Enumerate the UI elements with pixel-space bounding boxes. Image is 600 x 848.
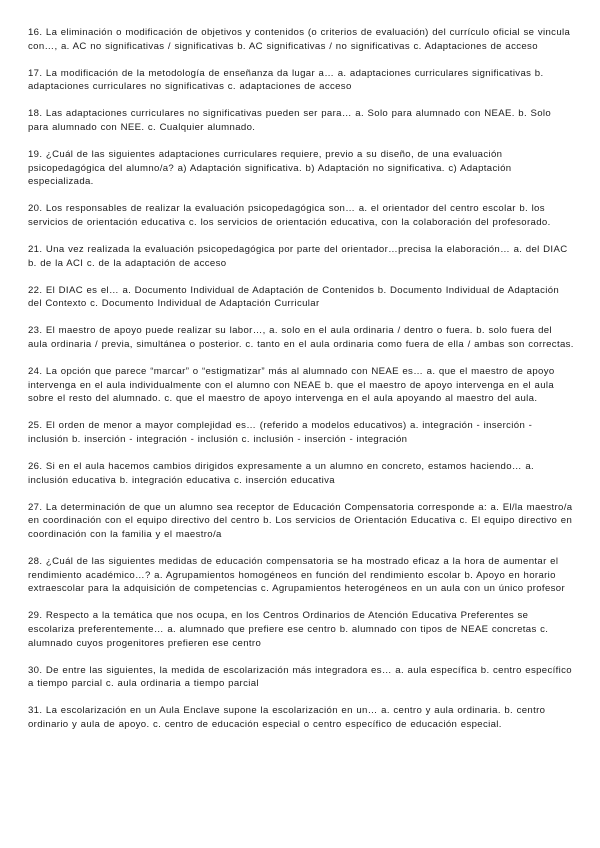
question-24: 24. La opción que parece “marcar” o “estigmatizar” más al alumnado con NEAE es… a. que el maestro de apoyo intervenga en el aula individualmente con el alumno con NEAE b. que el maestro de apoyo intervenga en el aula sobre el resto del alumnado. c. que el maestro de apoyo intervenga en el aula apoyando al maestro del aula. [28, 366, 555, 405]
question-20: 20. Los responsables de realizar la evaluación psicopedagógica son… a. el orientador del centro escolar b. los servicios de orientación educativa c. los servicios de orientación educativa, con la colaboración del profesorado. [28, 203, 551, 228]
question-17: 17. La modificación de la metodología de enseñanza da lugar a… a. adaptaciones curriculares significativas b. adaptaciones curriculares no significativas c. adaptaciones de acceso [28, 67, 544, 93]
question-30: 30. De entre las siguientes, la medida de escolarización más integradora es… a. aula específica b. centro específico a tiempo parcial c. aula ordinaria a tiempo parcial [28, 664, 572, 690]
question-27: 27. La determinación de que un alumno sea receptor de Educación Compensatoria corresponde a: a. El/la maestro/a en coordinación con el equipo directivo del centro b. Los servicios de Orientación Educativa c. El equipo directivo en coordinación con la familia y el maestro/a [28, 501, 573, 540]
question-19: 19. ¿Cuál de las siguientes adaptaciones curriculares requiere, previo a su diseño, de una evaluación psicopedagógica del alumno/a? a) Adaptación significativa. b) Adaptación no significativa. c) Adaptación especializada. [28, 149, 512, 188]
question-18: 18. Las adaptaciones curriculares no significativas pueden ser para… a. Solo para alumnado con NEAE. b. Solo para alumnado con NEE. c. Cualquier alumnado. [28, 108, 552, 133]
question-21: 21. Una vez realizada la evaluación psicopedagógica por parte del orientador…precisa la elaboración… a. del DIAC b. de la ACI c. de la adaptación de acceso [28, 244, 568, 269]
question-16: 16. La eliminación o modificación de objetivos y contenidos (o criterios de evaluación) del currículo oficial se vincula con…, a. AC no significativas / significativas b. AC significativas / no significativas c. Adaptaciones de acceso [28, 27, 571, 52]
question-29: 29. Respecto a la temática que nos ocupa, en los Centros Ordinarios de Atención Educativa Preferentes se escolariza preferentemente… a. alumnado que prefiere ese centro b. alumnado con tipos de NEAE concretas c. alumnado cuyos progenitores prefieren ese centro [28, 610, 549, 649]
question-31: 31. La escolarización en un Aula Enclave supone la escolarización en un… a. centro y aula ordinaria. b. centro ordinario y aula de apoyo. c. centro de educación especial o centro específico de educación especial. [28, 705, 546, 730]
question-25: 25. El orden de menor a mayor complejidad es… (referido a modelos educativos) a. integración - inserción - inclusión b. inserción - integración - inclusión c. inclusión - inserción - integración [28, 420, 533, 445]
question-23: 23. El maestro de apoyo puede realizar su labor…, a. solo en el aula ordinaria / dentro o fuera. b. solo fuera del aula ordinaria / previa, simultánea o posterior. c. tanto en el aula ordinaria como fuera de ella / ambas son correctas. [28, 325, 574, 350]
question-28: 28. ¿Cuál de las siguientes medidas de educación compensatoria se ha mostrado eficaz a la hora de aumentar el rendimiento académico…? a. Agrupamientos homogéneos en función del rendimiento escolar b. Apoyo en horario extraescolar para la adquisición de competencias c. Agrupamientos heterogéneos en un aula con un único profesor [28, 556, 566, 595]
question-22: 22. El DIAC es el… a. Documento Individual de Adaptación de Contenidos b. Documento Individual de Adaptación del Contexto c. Documento Individual de Adaptación Curricular [28, 284, 560, 310]
question-26: 26. Si en el aula hacemos cambios dirigidos expresamente a un alumno en concreto, estamos haciendo… a. inclusión educativa b. integración educativa c. inserción educativa [28, 461, 535, 486]
